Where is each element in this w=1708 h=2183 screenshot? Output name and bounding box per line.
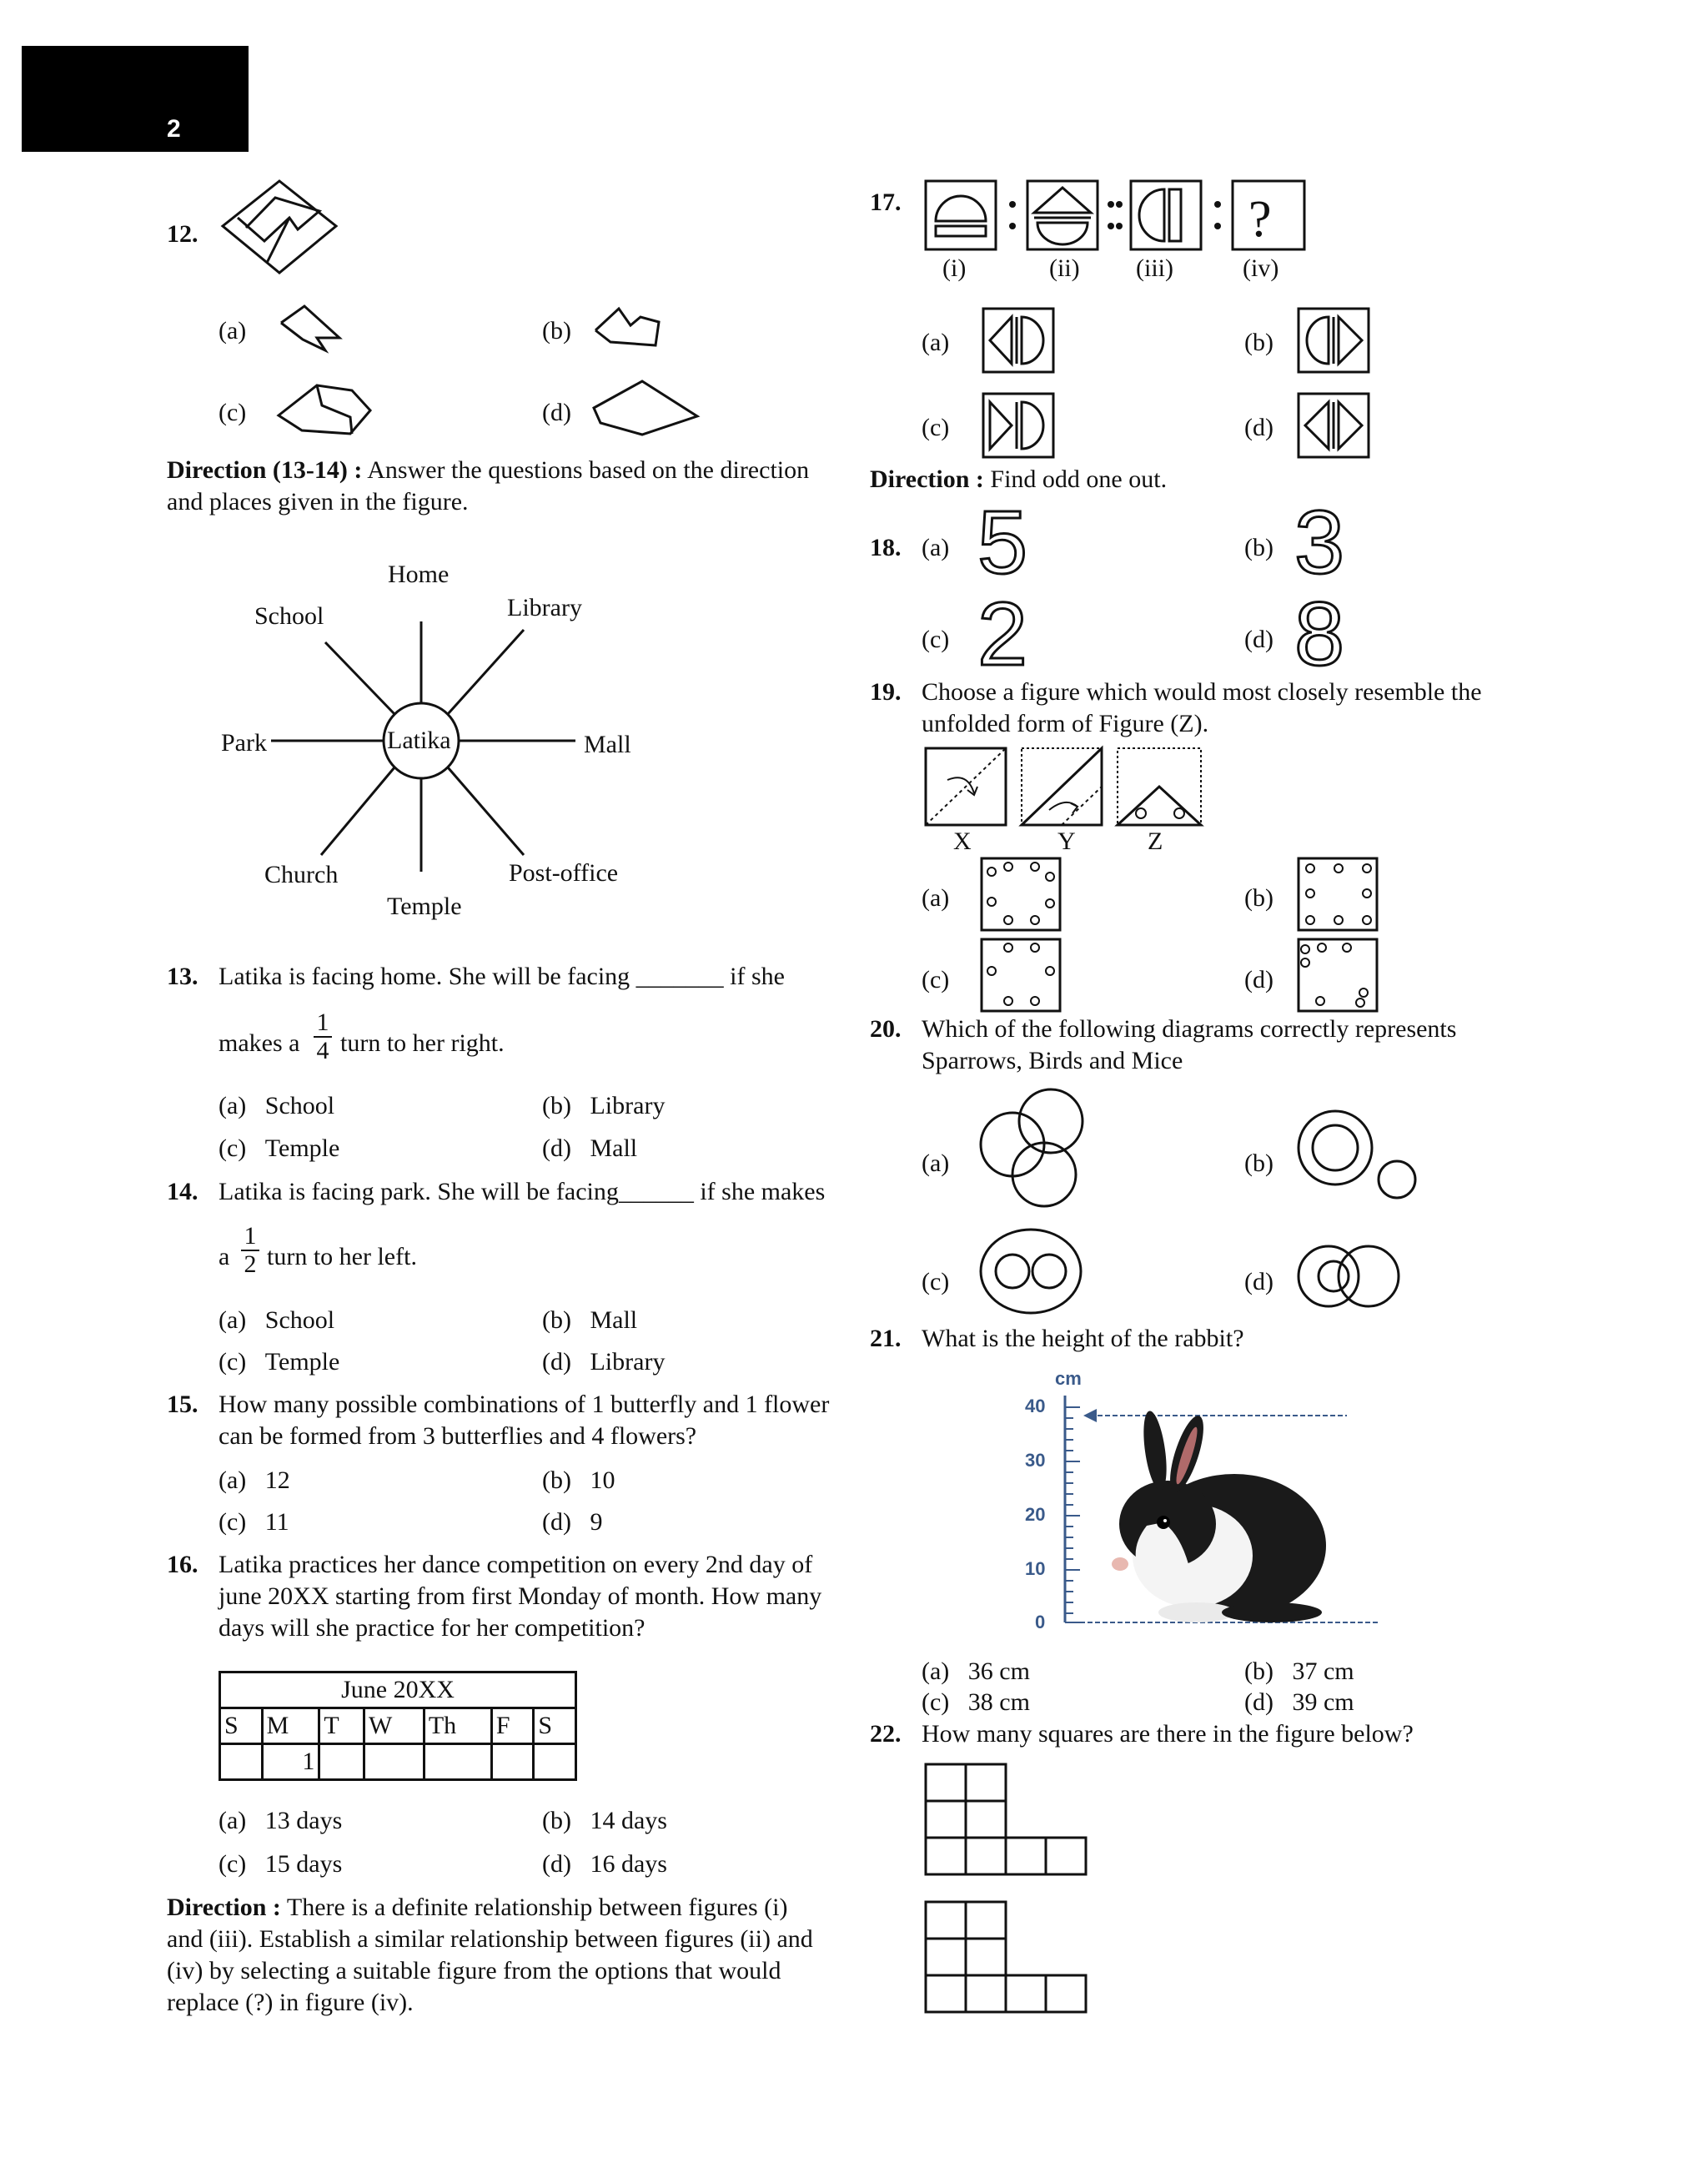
- compass-temple-label: Temple: [387, 893, 462, 920]
- q12-question-figure: [221, 179, 338, 275]
- calendar-title: June 20XX: [220, 1672, 576, 1708]
- compass-mall-label: Mall: [584, 731, 631, 758]
- q14-option-d[interactable]: (d) Library: [542, 1348, 666, 1376]
- q21-option-b[interactable]: (b) 37 cm: [1244, 1657, 1354, 1685]
- calendar-cell: [491, 1744, 534, 1780]
- calendar-day-header: S: [220, 1708, 263, 1744]
- q13-option-d[interactable]: (d) Mall: [542, 1134, 638, 1162]
- q18-option-d-digit[interactable]: 8: [1294, 583, 1345, 684]
- ruler-tick-0: 0: [1035, 1612, 1046, 1632]
- q17-label-iii: (iii): [1136, 254, 1173, 282]
- q12-option-c-figure[interactable]: [277, 382, 373, 436]
- ruler-tick-30: 30: [1025, 1450, 1046, 1471]
- q13-text-post: turn to her right.: [340, 1029, 505, 1057]
- q15-text-line2: can be formed from 3 butterflies and 4 flowers?: [219, 1422, 697, 1450]
- q20-option-b-figure[interactable]: [1297, 1108, 1422, 1204]
- ruler-tick-20: 20: [1025, 1504, 1046, 1525]
- direction-analogy-line3: (iv) by selecting a suitable figure from the options that would: [167, 1957, 781, 1984]
- q18-option-c-label[interactable]: (c): [922, 626, 950, 653]
- direction-analogy-line2: and (iii). Establish a similar relationship between figures (ii) and: [167, 1925, 813, 1953]
- page-number: 2: [167, 115, 181, 143]
- q15-option-a[interactable]: (a) 12: [219, 1466, 290, 1494]
- calendar-day-header: S: [534, 1708, 576, 1744]
- q15-option-b[interactable]: (b) 10: [542, 1466, 615, 1494]
- q19-option-d-label[interactable]: (d): [1244, 966, 1273, 993]
- q21-number: 21.: [870, 1325, 902, 1352]
- q19-text-line1: Choose a figure which would most closely resemble the: [922, 678, 1482, 706]
- q17-option-b-label[interactable]: (b): [1244, 329, 1273, 356]
- q20-option-b-label[interactable]: (b): [1244, 1149, 1273, 1177]
- direction-analogy-line1: [167, 1892, 787, 1924]
- q18-option-b-label[interactable]: (b): [1244, 534, 1273, 561]
- rabbit-height-ruler: [1022, 1389, 1389, 1639]
- q15-text-line1: How many possible combinations of 1 butterfly and 1 flower: [219, 1391, 830, 1418]
- q15-number: 15.: [167, 1391, 198, 1418]
- q19-number: 19.: [870, 678, 902, 706]
- q22-squares-figure-1: [924, 1763, 1091, 1879]
- q21-option-c[interactable]: (c) 38 cm: [922, 1688, 1030, 1716]
- calendar-cell: [424, 1744, 491, 1780]
- direction-13-14-line2: and places given in the figure.: [167, 488, 469, 516]
- q20-option-d-label[interactable]: (d): [1244, 1268, 1273, 1295]
- q13-fraction-denominator: 4: [316, 1037, 329, 1064]
- q12-option-b-figure[interactable]: [594, 307, 661, 349]
- q15-option-c[interactable]: (c) 11: [219, 1508, 289, 1536]
- q12-option-b-label[interactable]: (b): [542, 317, 571, 345]
- q17-option-c-figure[interactable]: [982, 392, 1057, 460]
- q16-text-line1: Latika practices her dance competition on every 2nd day of: [219, 1551, 813, 1578]
- calendar-cell: [220, 1744, 263, 1780]
- compass-school-label: School: [254, 602, 324, 630]
- q17-label-ii: (ii): [1049, 254, 1080, 282]
- compass-park-label: Park: [221, 729, 267, 757]
- q19-option-b-label[interactable]: (b): [1244, 884, 1273, 912]
- q17-label-iv: (iv): [1243, 254, 1279, 282]
- q20-option-c-label[interactable]: (c): [922, 1268, 950, 1295]
- calendar-cell: 1: [262, 1744, 319, 1780]
- q17-label-i: (i): [942, 254, 967, 282]
- q19-option-b-figure[interactable]: [1297, 857, 1380, 933]
- q20-option-a-label[interactable]: (a): [922, 1149, 950, 1177]
- calendar-day-header: Th: [424, 1708, 491, 1744]
- direction-analogy-line4: replace (?) in figure (iv).: [167, 1989, 414, 2016]
- q12-option-a-label[interactable]: (a): [219, 317, 247, 345]
- q20-option-c-figure[interactable]: [977, 1226, 1086, 1318]
- ruler-tick-10: 10: [1025, 1558, 1046, 1579]
- q16-option-c[interactable]: (c) 15 days: [219, 1850, 343, 1878]
- q14-option-b[interactable]: (b) Mall: [542, 1306, 638, 1334]
- q14-option-a[interactable]: (a) School: [219, 1306, 335, 1334]
- q16-number: 16.: [167, 1551, 198, 1578]
- q21-text: What is the height of the rabbit?: [922, 1325, 1244, 1352]
- q12-option-a-figure[interactable]: [279, 304, 342, 355]
- page-number-box: [22, 46, 249, 152]
- q14-text-post: turn to her left.: [267, 1243, 417, 1270]
- q21-option-d[interactable]: (d) 39 cm: [1244, 1688, 1354, 1716]
- direction-label: Direction (13-14) :: [167, 456, 363, 484]
- q19-option-c-label[interactable]: (c): [922, 966, 950, 993]
- q15-option-d[interactable]: (d) 9: [542, 1508, 603, 1536]
- q13-fraction-numerator: 1: [316, 1009, 329, 1036]
- direction-text: Find odd one out.: [990, 465, 1168, 493]
- direction-13-14-line1: [167, 455, 809, 486]
- q20-text-line1: Which of the following diagrams correctly represents: [922, 1015, 1457, 1043]
- q14-option-c[interactable]: (c) Temple: [219, 1348, 340, 1376]
- direction-text: Answer the questions based on the direction: [367, 456, 810, 484]
- q16-option-a[interactable]: (a) 13 days: [219, 1807, 343, 1834]
- q13-option-a[interactable]: (a) School: [219, 1092, 335, 1119]
- q16-option-b[interactable]: (b) 14 days: [542, 1807, 667, 1834]
- q20-option-a-figure[interactable]: [977, 1086, 1094, 1211]
- q18-option-d-label[interactable]: (d): [1244, 626, 1273, 653]
- q13-text-line1: Latika is facing home. She will be facing _______ if she: [219, 963, 785, 990]
- q17-number: 17.: [870, 189, 902, 216]
- q19-fig-label-y: Y: [1057, 827, 1076, 855]
- q22-text: How many squares are there in the figure below?: [922, 1720, 1414, 1748]
- q17-option-d-figure[interactable]: [1297, 392, 1372, 460]
- compass-center-label: Latika: [387, 727, 451, 754]
- q19-text-line2: unfolded form of Figure (Z).: [922, 710, 1209, 737]
- compass-church-label: Church: [264, 861, 339, 888]
- q17-option-a-figure[interactable]: [982, 307, 1057, 375]
- q12-option-d-figure[interactable]: [592, 380, 701, 438]
- q14-fraction: [238, 1223, 263, 1278]
- q19-option-d-figure[interactable]: [1297, 938, 1380, 1014]
- q18-option-a-label[interactable]: (a): [922, 534, 950, 561]
- q13-number: 13.: [167, 963, 198, 990]
- q19-fig-label-x: X: [953, 827, 972, 855]
- q18-number: 18.: [870, 534, 902, 561]
- q17-option-b-figure[interactable]: [1297, 307, 1372, 375]
- q14-fraction-numerator: 1: [244, 1222, 257, 1250]
- compass-library-label: Library: [507, 594, 582, 621]
- q17-question-mark: ?: [1248, 191, 1272, 248]
- q16-text-line3: days will she practice for her competition?: [219, 1614, 646, 1642]
- q20-text-line2: Sparrows, Birds and Mice: [922, 1047, 1183, 1074]
- q19-folding-figures: [924, 747, 1212, 832]
- calendar-day-header: W: [364, 1708, 424, 1744]
- direction-label: Direction :: [167, 1894, 281, 1921]
- ruler-tick-40: 40: [1025, 1396, 1046, 1416]
- q14-number: 14.: [167, 1178, 198, 1205]
- q19-option-c-figure[interactable]: [980, 938, 1063, 1014]
- compass-home-label: Home: [388, 561, 450, 588]
- direction-label: Direction :: [870, 465, 984, 493]
- ruler-unit-label: cm: [1055, 1368, 1082, 1389]
- q14-fraction-denominator: 2: [244, 1250, 257, 1278]
- q22-number: 22.: [870, 1720, 902, 1748]
- calendar-cell: [534, 1744, 576, 1780]
- q14-text-line1: Latika is facing park. She will be facing______ if she makes: [219, 1178, 826, 1205]
- q20-option-d-figure[interactable]: [1297, 1243, 1405, 1310]
- q16-text-line2: june 20XX starting from first Monday of month. How many: [219, 1582, 822, 1610]
- q17-option-d-label[interactable]: (d): [1244, 414, 1273, 441]
- q19-option-a-figure[interactable]: [980, 857, 1063, 933]
- q19-option-a-label[interactable]: (a): [922, 884, 950, 912]
- q19-fig-label-z: Z: [1148, 827, 1163, 855]
- q17-option-c-label[interactable]: (c): [922, 414, 950, 441]
- compass-postoffice-label: Post-office: [509, 859, 619, 887]
- direction-text: There is a definite relationship between figures (i): [286, 1894, 788, 1921]
- q12-option-c-label[interactable]: (c): [219, 399, 247, 426]
- q14-text-pre: a: [219, 1243, 230, 1270]
- q12-number: 12.: [167, 220, 198, 248]
- q21-option-a[interactable]: (a) 36 cm: [922, 1657, 1030, 1685]
- q13-fraction: [310, 1009, 335, 1064]
- q22-squares-figure-2: [924, 1900, 1091, 2017]
- q18-option-a-digit[interactable]: 5: [977, 491, 1028, 592]
- q20-number: 20.: [870, 1015, 902, 1043]
- rabbit-illustration: [1112, 1410, 1326, 1622]
- june-calendar: [219, 1671, 577, 1781]
- q12-option-d-label[interactable]: (d): [542, 399, 571, 426]
- q13-option-c[interactable]: (c) Temple: [219, 1134, 340, 1162]
- q18-option-c-digit[interactable]: 2: [977, 583, 1028, 684]
- calendar-day-header: T: [319, 1708, 364, 1744]
- calendar-day-header: F: [491, 1708, 534, 1744]
- calendar-day-header: M: [262, 1708, 319, 1744]
- q13-option-b[interactable]: (b) Library: [542, 1092, 666, 1119]
- q17-option-a-label[interactable]: (a): [922, 329, 950, 356]
- q13-text-pre: makes a: [219, 1029, 300, 1057]
- calendar-cell: [319, 1744, 364, 1780]
- q18-option-b-digit[interactable]: 3: [1294, 491, 1345, 592]
- calendar-cell: [364, 1744, 424, 1780]
- q16-option-d[interactable]: (d) 16 days: [542, 1850, 667, 1878]
